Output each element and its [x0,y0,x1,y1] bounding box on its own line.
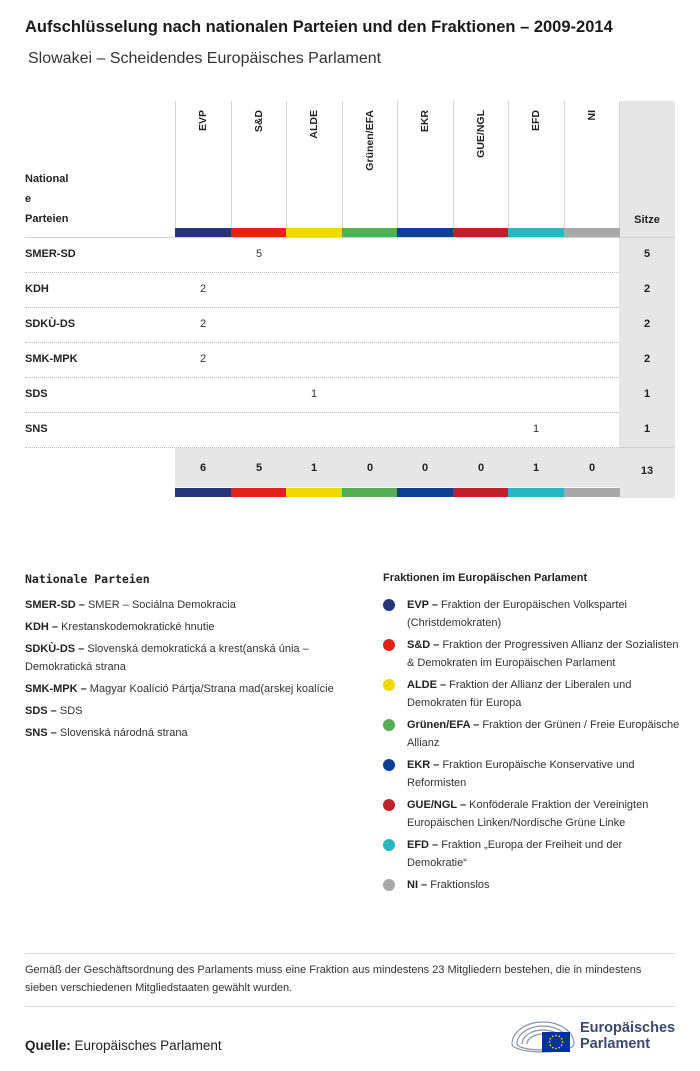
eu-star-icon [549,1044,551,1046]
group-color-stripe [175,488,231,497]
national-party-item [25,618,365,636]
header-divider [25,237,675,238]
groups-legend [383,596,683,898]
eu-star-icon [562,1041,564,1043]
seat-cell: 5 [255,248,263,260]
source-line [25,1038,222,1053]
party-label: SMER-SD [25,248,76,260]
party-seat-total: 2 [643,318,651,330]
party-seat-total: 1 [643,388,651,400]
eu-star-icon [555,1048,557,1050]
row-divider [25,272,619,273]
seat-table [0,0,700,520]
party-label: SDS [25,388,48,400]
party-label: SMK-MPK [25,353,78,365]
group-total: 0 [477,462,485,474]
group-color-stripe [564,228,620,237]
group-legend-item [383,876,683,894]
group-name: Fraktion Europäische Konservative und Reformisten [407,759,635,789]
national-party-abbr: SMER-SD – [25,599,85,611]
eu-star-icon [549,1038,551,1040]
group-legend-item [383,836,683,872]
national-party-name: Magyar Koalíció Pártja/Strana mad(arskej koalície [86,683,334,695]
row-divider [619,447,675,448]
national-parties-legend [25,596,365,746]
group-total: 6 [199,462,207,474]
group-color-dot-icon [383,879,395,891]
eu-star-icon [549,1041,551,1043]
national-parties-header: National e Parteien [25,173,69,225]
party-seat-total: 5 [643,248,651,260]
group-color-dot-icon [383,679,395,691]
group-total: 0 [366,462,374,474]
european-parliament-logo [508,1016,678,1056]
eu-star-icon [558,1047,560,1049]
group-header-2 [286,110,342,220]
group-abbr: NI – [407,879,428,891]
group-total: 0 [421,462,429,474]
group-header-label: NI [586,110,598,121]
group-color-stripe [231,488,287,497]
group-color-dot-icon [383,719,395,731]
row-divider [25,307,619,308]
national-party-item [25,596,365,614]
group-color-stripe [397,228,453,237]
seat-cell: 2 [199,318,207,330]
group-total: 0 [588,462,596,474]
group-color-stripe [342,228,398,237]
group-color-stripe [453,488,509,497]
seats-header: Sitze [634,214,660,226]
group-color-stripe [508,228,564,237]
group-color-stripe [175,228,231,237]
eu-star-icon [552,1047,554,1049]
national-party-item [25,640,365,676]
source-label: Quelle: [25,1038,71,1053]
national-party-item [25,680,365,698]
logo-text: Europäisches Parlament [580,1020,676,1052]
group-name: Fraktionslos [427,879,490,891]
group-header-7 [564,110,620,220]
seats-column-background [619,101,675,498]
footnote: Gemäß der Geschäftsordnung des Parlaments muss eine Fraktion aus mindestens 23 Mitgliedern bestehen, die in mindestens sieben verschiedenen Mitgliedstaaten gewählt wurden. [25,964,642,994]
group-abbr: S&D – [407,639,440,651]
national-party-abbr: SDS – [25,705,57,717]
group-total: 5 [255,462,263,474]
group-legend-item [383,596,683,632]
group-abbr: EFD – [407,839,439,851]
group-color-dot-icon [383,759,395,771]
seat-cell: 2 [199,353,207,365]
eu-star-icon [555,1035,557,1037]
group-header-label: Grünen/EFA [364,110,376,171]
group-legend-item [383,796,683,832]
group-abbr: GUE/NGL – [407,799,467,811]
row-divider [25,412,619,413]
group-name: Fraktion „Europa der Freiheit und der Demokratie“ [407,839,623,869]
group-header-3 [342,110,398,220]
group-header-label: S&D [253,110,265,133]
group-abbr: EVP – [407,599,438,611]
group-header-label: EVP [197,110,209,132]
group-total: 1 [310,462,318,474]
group-legend-item [383,636,683,672]
group-name: Fraktion der Europäischen Volkspartei (Christdemokraten) [407,599,627,629]
group-name: Konföderale Fraktion der Vereinigten Europäischen Linken/Nordische Grüne Linke [407,799,649,829]
group-color-dot-icon [383,599,395,611]
group-legend-item [383,676,683,712]
group-color-stripe [508,488,564,497]
group-color-stripe [342,488,398,497]
group-color-stripe [397,488,453,497]
national-party-abbr: SNS – [25,727,57,739]
group-header-label: EFD [530,110,542,131]
group-header-label: EKR [419,110,431,133]
party-seat-total: 2 [643,283,651,295]
group-name: Fraktion der Progressiven Allianz der Sozialisten & Demokraten im Europäischen Parlament [407,639,679,669]
group-name: Fraktion der Allianz der Liberalen und Demokraten für Europa [407,679,632,709]
row-divider [25,447,619,448]
eu-star-icon [561,1038,563,1040]
group-color-stripe [286,228,342,237]
national-party-name: SDS [56,705,83,717]
seat-cell: 2 [199,283,207,295]
seat-cell: 1 [532,423,540,435]
group-color-stripe [231,228,287,237]
hemicycle-icon [508,1016,578,1056]
group-legend-item [383,716,683,752]
national-party-name: Slovenská demokratická a krest(anská únia – Demokratická strana [25,643,309,673]
group-name: Fraktion der Grünen / Freie Europäische Allianz [407,719,680,749]
source-value: Europäisches Parlament [74,1038,222,1053]
national-party-abbr: KDH – [25,621,59,633]
group-header-4 [397,110,453,220]
party-label: KDH [25,283,49,295]
party-seat-total: 1 [643,423,651,435]
party-seat-total: 2 [643,353,651,365]
national-party-abbr: SDKÙ-DS – [25,643,85,655]
group-legend-item [383,756,683,792]
group-color-stripe [453,228,509,237]
group-header-6 [508,110,564,220]
group-color-dot-icon [383,799,395,811]
group-color-stripe [286,488,342,497]
group-abbr: EKR – [407,759,440,771]
page-title: Aufschlüsselung nach nationalen Parteien und den Fraktionen – 2009-2014 [25,18,613,36]
group-header-label: GUE/NGL [475,110,487,158]
group-abbr: ALDE – [407,679,447,691]
group-color-dot-icon [383,839,395,851]
group-header-5 [453,110,509,220]
group-header-0 [175,110,231,220]
group-color-stripe [564,488,620,497]
eu-star-icon [561,1044,563,1046]
row-divider [25,342,619,343]
group-header-1 [231,110,287,220]
party-label: SNS [25,423,48,435]
group-total: 1 [532,462,540,474]
national-party-item [25,702,365,720]
row-divider [25,377,619,378]
national-party-name: Krestanskodemokratické hnutie [58,621,215,633]
divider [25,1006,675,1007]
eu-star-icon [552,1035,554,1037]
total-seats: 13 [640,465,654,477]
divider [25,953,675,954]
national-party-name: SMER – Sociálna Demokracia [84,599,236,611]
national-parties-legend-title: Nationale Parteien [25,572,150,586]
groups-legend-title: Fraktionen im Europäischen Parlament [383,572,588,584]
seat-cell: 1 [310,388,318,400]
national-party-abbr: SMK-MPK – [25,683,87,695]
group-header-label: ALDE [308,110,320,139]
group-abbr: Grünen/EFA – [407,719,480,731]
eu-star-icon [558,1035,560,1037]
national-party-item [25,724,365,742]
party-label: SDKÙ-DS [25,318,76,330]
national-party-name: Slovenská národná strana [56,727,188,739]
group-color-dot-icon [383,639,395,651]
page-subtitle: Slowakei – Scheidendes Europäisches Parlament [28,50,382,67]
